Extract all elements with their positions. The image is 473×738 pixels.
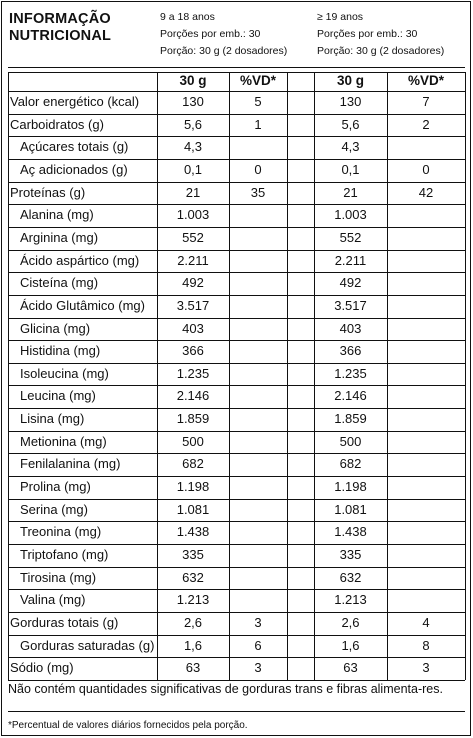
col-header-qty: 30 g [336, 73, 364, 88]
label-title [9, 11, 111, 45]
row-label: Gorduras totais (g) [10, 614, 119, 630]
row-label: Sódio (mg) [10, 660, 74, 676]
footnote-trans-fat: Não contém quantidades significativas de gorduras trans e fibras alimenta-res. [8, 682, 443, 696]
column-divider [229, 72, 230, 680]
value-adult: 4,3 [341, 139, 360, 155]
value-youth: 1.003 [176, 207, 210, 223]
row-label: Leucina (mg) [20, 388, 96, 404]
row-label: Arginina (mg) [20, 229, 99, 245]
row-label: Fenilalanina (mg) [20, 456, 121, 472]
column-divider [314, 72, 315, 680]
value-adult: 682 [339, 456, 362, 472]
value-youth: 1.081 [176, 501, 210, 517]
value-youth: 2,6 [183, 614, 203, 630]
value-adult: 1.213 [334, 592, 367, 608]
group-portion-size: Porção: 30 g (2 dosadores) [160, 45, 288, 57]
title-line-2: NUTRICIONAL [9, 28, 112, 44]
group-age: ≥ 19 anos [317, 11, 364, 23]
row-label: Valina (mg) [20, 592, 86, 608]
value-adult: 492 [339, 275, 362, 291]
row-label: Carboidratos (g) [10, 116, 104, 132]
vd-adult: 3 [422, 660, 430, 676]
value-youth: 1.198 [176, 479, 210, 495]
value-adult: 2,6 [341, 614, 360, 630]
row-label: Serina (mg) [20, 501, 88, 517]
column-divider [465, 72, 466, 680]
row-label: Gorduras saturadas (g) [20, 637, 155, 653]
value-youth: 403 [182, 320, 204, 336]
value-youth: 492 [182, 275, 204, 291]
vd-adult: 0 [422, 161, 430, 177]
value-adult: 366 [339, 343, 362, 359]
group-age: 9 a 18 anos [160, 11, 215, 23]
row-label: Ácido Glutâmico (mg) [20, 297, 145, 313]
value-youth: 5,6 [183, 116, 203, 132]
value-youth: 552 [182, 229, 204, 245]
row-label: Lisina (mg) [20, 411, 85, 427]
value-youth: 0,1 [183, 161, 203, 177]
vd-adult: 8 [422, 637, 430, 653]
group-header-youth [160, 11, 287, 62]
value-adult: 2.211 [334, 252, 367, 268]
value-adult: 5,6 [341, 116, 360, 132]
row-label: Glicina (mg) [20, 320, 91, 336]
value-youth: 130 [182, 94, 204, 109]
value-adult: 632 [339, 569, 362, 585]
vd-youth: 35 [250, 184, 266, 200]
row-label: Cisteína (mg) [20, 275, 99, 291]
title-line-1: INFORMAÇÃO [9, 11, 111, 27]
column-divider [387, 72, 388, 680]
value-adult: 1.859 [334, 411, 367, 427]
value-youth: 632 [182, 569, 204, 585]
row-label: Aç adicionados (g) [20, 161, 128, 177]
vd-adult: 42 [418, 184, 434, 200]
rule-line [8, 67, 465, 68]
row-label: Metionina (mg) [20, 433, 107, 449]
group-portions: Porções por emb.: 30 [160, 28, 261, 40]
row-label: Prolina (mg) [20, 479, 91, 495]
rule-line [8, 711, 465, 712]
value-youth: 21 [185, 184, 201, 200]
row-label: Proteínas (g) [10, 184, 86, 200]
value-youth: 366 [182, 343, 204, 359]
row-label: Açúcares totais (g) [20, 139, 129, 155]
vd-adult: 2 [422, 116, 430, 132]
value-adult: 500 [339, 433, 362, 449]
vd-adult: 4 [422, 614, 430, 630]
value-youth: 335 [182, 547, 204, 562]
value-youth: 63 [185, 660, 201, 676]
value-adult: 1,6 [341, 637, 360, 653]
value-adult: 0,1 [341, 161, 360, 177]
value-youth: 1.213 [176, 592, 210, 608]
value-adult: 21 [343, 184, 358, 200]
rule-line [8, 680, 465, 681]
value-adult: 1.003 [334, 207, 367, 223]
value-adult: 335 [339, 547, 362, 562]
value-adult: 1.235 [334, 365, 367, 381]
value-youth: 1.859 [176, 411, 210, 427]
vd-youth: 6 [254, 637, 262, 653]
row-label: Tirosina (mg) [20, 569, 97, 585]
value-adult: 403 [339, 320, 362, 336]
vd-youth: 3 [254, 614, 262, 630]
value-youth: 2.211 [177, 252, 209, 268]
vd-youth: 5 [254, 94, 262, 109]
value-youth: 682 [182, 456, 204, 472]
value-adult: 552 [339, 229, 362, 245]
vd-youth: 1 [254, 116, 262, 132]
group-portion-size: Porção: 30 g (2 dosadores) [317, 45, 445, 57]
value-adult: 1.198 [334, 479, 367, 495]
group-header-adult [317, 11, 444, 62]
col-header-vd: %VD* [407, 73, 444, 88]
value-youth: 1,6 [183, 637, 203, 653]
vd-youth: 0 [254, 161, 262, 177]
column-divider [157, 72, 158, 680]
row-label: Ácido aspártico (mg) [20, 252, 140, 268]
footnote-daily-values: *Percentual de valores diários fornecidos pela porção. [8, 720, 248, 731]
vd-adult: 7 [422, 94, 430, 109]
row-label: Treonina (mg) [20, 524, 102, 540]
value-youth: 1.235 [176, 365, 210, 381]
row-label: Triptofano (mg) [20, 547, 109, 562]
value-adult: 63 [343, 660, 358, 676]
row-label: Isoleucina (mg) [20, 365, 109, 381]
row-label: Valor energético (kcal) [10, 94, 140, 109]
col-header-qty: 30 g [179, 73, 207, 88]
value-adult: 3.517 [334, 297, 367, 313]
value-adult: 130 [339, 94, 362, 109]
vd-youth: 3 [254, 660, 262, 676]
value-adult: 1.438 [334, 524, 367, 540]
group-portions: Porções por emb.: 30 [317, 28, 418, 40]
row-label: Histidina (mg) [20, 343, 101, 359]
value-youth: 500 [182, 433, 204, 449]
value-adult: 2.146 [334, 388, 367, 404]
value-youth: 4,3 [183, 139, 203, 155]
value-youth: 1.438 [176, 524, 210, 540]
col-header-vd: %VD* [239, 73, 276, 88]
value-youth: 2.146 [176, 388, 210, 404]
row-label: Alanina (mg) [20, 207, 94, 223]
column-divider [287, 72, 288, 680]
column-divider [8, 72, 9, 680]
value-adult: 1.081 [334, 501, 367, 517]
value-youth: 3.517 [176, 297, 210, 313]
